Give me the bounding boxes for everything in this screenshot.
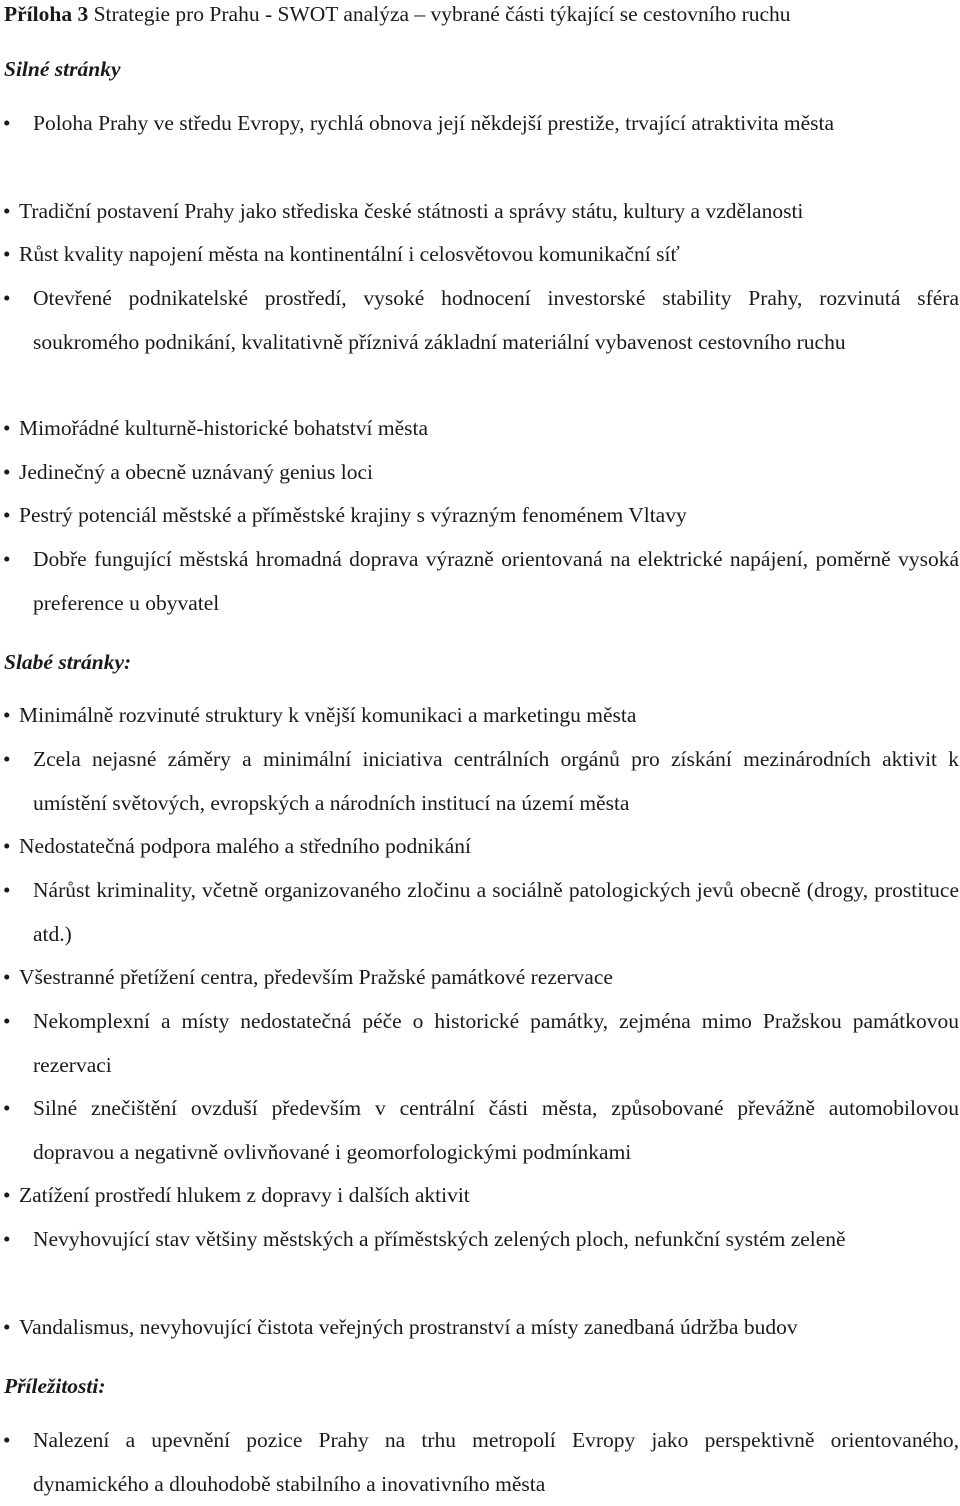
- bullet-icon: •: [3, 242, 11, 266]
- bullet-icon: •: [3, 1227, 11, 1251]
- strength-item-text: Růst kvality napojení města na kontinentální i celosvětovou komunikační síť: [19, 242, 680, 266]
- weakness-item-text: Nevyhovující stav většiny městských a příměstských zelených ploch, nefunkční systém zeleně: [33, 1227, 846, 1251]
- bullet-icon: •: [3, 111, 11, 135]
- bullet-icon: •: [3, 878, 11, 902]
- strength-item-text: Mimořádné kulturně-historické bohatství města: [19, 416, 429, 440]
- title-appendix-label: Příloha 3: [4, 2, 89, 26]
- weakness-item-text: Zcela nejasné záměry a minimální iniciativa centrálních orgánů pro získání mezinárodních aktivit k umístění světových, evropských a národních institucí na území města: [33, 747, 959, 815]
- strength-item-text: Tradiční postavení Prahy jako střediska české státnosti a správy státu, kultury a vzdělanosti: [19, 199, 804, 223]
- weakness-item: [0, 869, 960, 956]
- opportunity-item-text: Nalezení a upevnění pozice Prahy na trhu metropolí Evropy jako perspektivně orientovaného, dynamického a dlouhodobě stabilního a inovativního města: [33, 1428, 959, 1496]
- bullet-icon: •: [3, 1428, 11, 1452]
- bullet-icon: •: [3, 286, 11, 310]
- weakness-item-text: Všestranné přetížení centra, především Pražské památkové rezervace: [19, 965, 613, 989]
- weakness-item-text: Silné znečištění ovzduší především v centrální části města, způsobované převážně automobilovou dopravou a negativně ovlivňované i geomorfologickými podmínkami: [33, 1096, 959, 1164]
- strength-item: [0, 277, 960, 364]
- bullet-icon: •: [3, 703, 11, 727]
- bullet-icon: •: [3, 199, 11, 223]
- bullet-icon: •: [3, 834, 11, 858]
- strength-item: [0, 451, 960, 495]
- opportunities-heading: Příležitosti:: [4, 1374, 106, 1398]
- weaknesses-heading: Slabé stránky:: [4, 650, 132, 674]
- strength-item: [0, 407, 960, 451]
- weakness-item: [0, 1174, 960, 1218]
- weakness-item-text: Vandalismus, nevyhovující čistota veřejných prostranství a místy zanedbaná údržba budov: [19, 1315, 798, 1339]
- bullet-icon: •: [3, 503, 11, 527]
- strength-item-text: Otevřené podnikatelské prostředí, vysoké hodnocení investorské stability Prahy, rozvinutá sféra soukromého podnikání, kvalitativně příznivá základní materiální vybavenost cestovního ruchu: [33, 286, 959, 354]
- weakness-item-text: Minimálně rozvinuté struktury k vnější komunikaci a marketingu města: [19, 703, 637, 727]
- weakness-item: [0, 825, 960, 869]
- weakness-item: [0, 694, 960, 738]
- title-text: Strategie pro Prahu - SWOT analýza – vybrané části týkající se cestovního ruchu: [88, 2, 791, 26]
- strength-item-text: Dobře fungující městská hromadná doprava výrazně orientovaná na elektrické napájení, poměrně vysoká preference u obyvatel: [33, 547, 959, 615]
- weakness-item-text: Zatížení prostředí hlukem z dopravy i dalších aktivit: [19, 1183, 470, 1207]
- weakness-item: [0, 956, 960, 1000]
- weakness-item: [0, 1087, 960, 1174]
- bullet-icon: •: [3, 965, 11, 989]
- bullet-icon: •: [3, 416, 11, 440]
- strength-item: [0, 538, 960, 625]
- bullet-icon: •: [3, 1183, 11, 1207]
- strength-item-text: Poloha Prahy ve středu Evropy, rychlá obnova její někdejší prestiže, trvající atraktivita města: [33, 111, 835, 135]
- weakness-item-text: Nekomplexní a místy nedostatečná péče o historické památky, zejména mimo Pražskou památkovou rezervaci: [33, 1009, 959, 1077]
- weakness-item: [0, 1306, 960, 1350]
- strength-item-text: Pestrý potenciál městské a příměstské krajiny s výrazným fenoménem Vltavy: [19, 503, 687, 527]
- weakness-item: [0, 738, 960, 825]
- weakness-item: [0, 1000, 960, 1087]
- strength-item: [0, 233, 960, 277]
- strengths-heading: Silné stránky: [4, 57, 121, 81]
- weakness-item-text: Nedostatečná podpora malého a středního podnikání: [19, 834, 471, 858]
- bullet-icon: •: [3, 460, 11, 484]
- opportunity-item: [0, 1419, 960, 1506]
- weakness-item-text: Nárůst kriminality, včetně organizovaného zločinu a sociálně patologických jevů obecně (drogy, prostituce atd.): [33, 878, 959, 946]
- strength-item: [0, 494, 960, 538]
- bullet-icon: •: [3, 1096, 11, 1120]
- strength-item: [0, 190, 960, 234]
- strength-item: [0, 102, 960, 146]
- strength-item-text: Jedinečný a obecně uznávaný genius loci: [19, 460, 374, 484]
- weakness-item: [0, 1218, 960, 1262]
- document-title: [4, 0, 791, 28]
- bullet-icon: •: [3, 747, 11, 771]
- bullet-icon: •: [3, 1009, 11, 1033]
- bullet-icon: •: [3, 547, 11, 571]
- bullet-icon: •: [3, 1315, 11, 1339]
